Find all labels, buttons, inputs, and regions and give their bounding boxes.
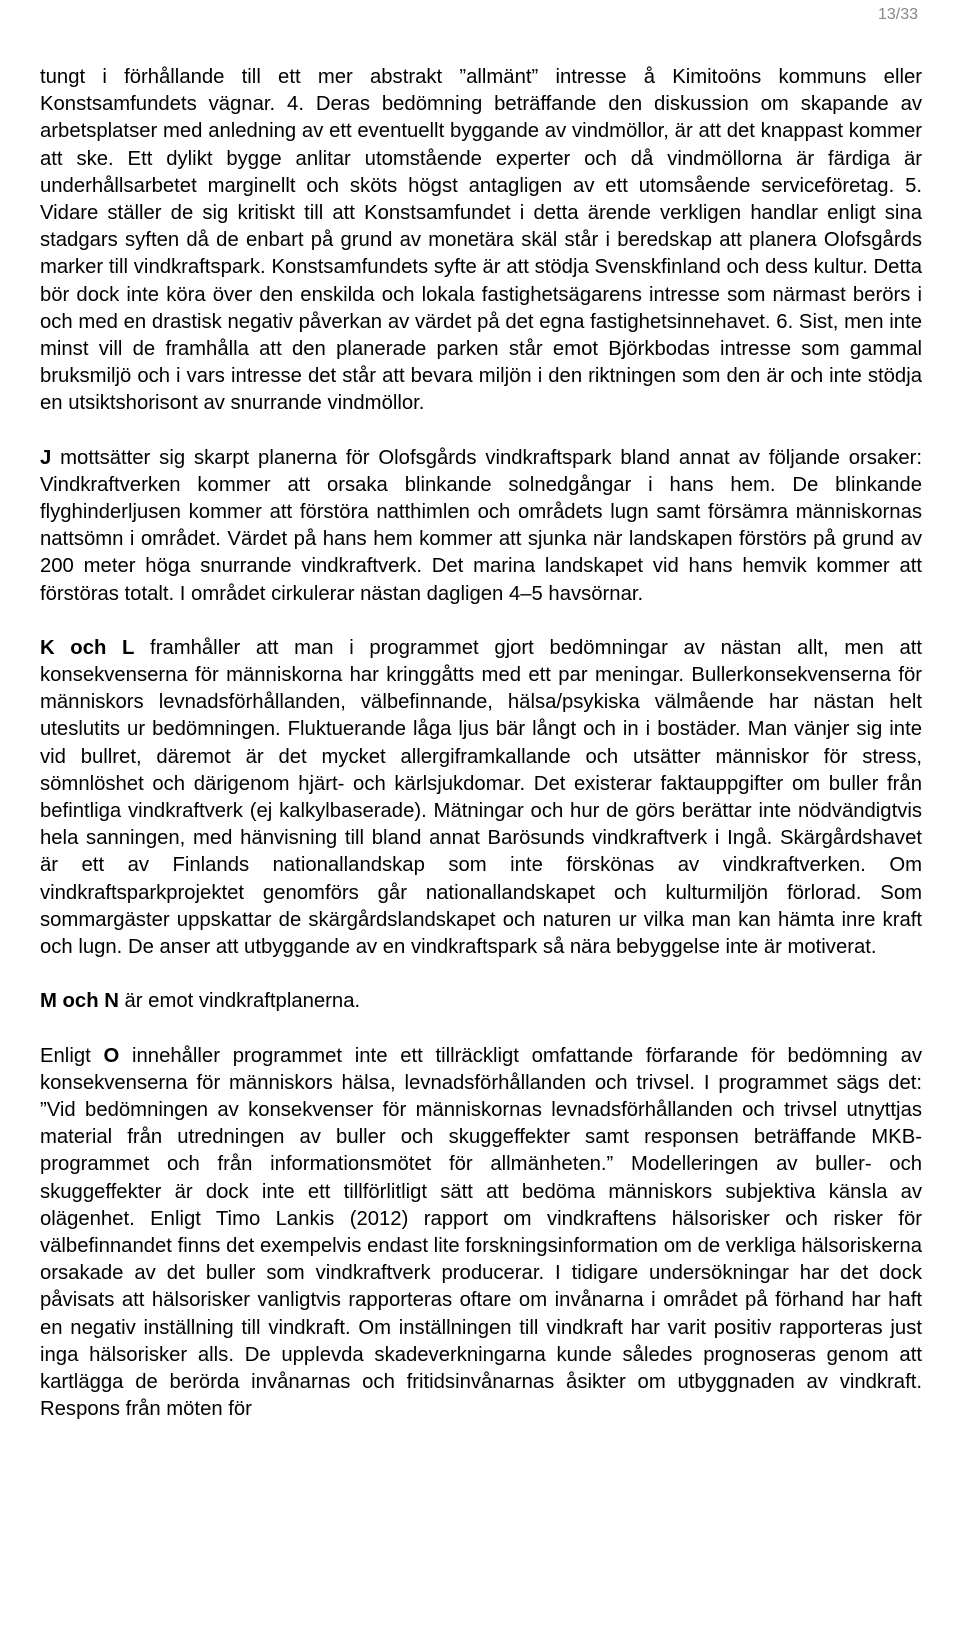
paragraph [40,445,922,608]
respondent-label: O [103,1044,120,1067]
paragraph-text: Enligt [40,1044,104,1067]
paragraph-text: mottsätter sig skarpt planerna för Olofsgårds vindkraftspark bland annat av följande orsaker: Vindkraftverken kommer att orsaka blinkande solnedgångar i hans hem. De blinkande flyghinderljusen kommer att förstöra natthimlen och områdets lugn samt försämra människornas nattsömn i området. Värdet på hans hem kommer att sjunka när landskapen förstörs på grund av 200 meter höga snurrande vindkraftverk. Det marina landskapet vid hans hemvik kommer att förstöras totalt. I området cirkulerar nästan dagligen 4–5 havsörnar. [40,446,922,605]
paragraph [40,64,922,418]
paragraph-text: innehåller programmet inte ett tillräckligt omfattande förfarande för bedömning av konsekvenserna för människors hälsa, levnadsförhållanden och trivsel. I programmet sägs det: ”Vid bedömningen av konsekvenser för människornas levnadsförhållanden och trivsel utnyttjas material från utredningen av buller och skuggeffekter samt responsen beträffande MKB-programmet och från informationsmötet för allmänheten.” Modelleringen av buller- och skuggeffekter är dock inte ett tillförlitligt sätt att bedöma människors subjektiva känsla av olägenhet. Enligt Timo Lankis (2012) rapport om vindkraftens hälsorisker och risker för välbefinnandet finns det exempelvis endast lite forskningsinformation om de verkliga hälsoriskerna orsakade av det buller som vindkraftverk producerar. I tidigare undersökningar har det dock påvisats att hälsorisker vanligtvis rapporteras oftare om invånarna i området på förhand har haft en negativ inställning till vindkraft. Om inställningen till vindkraft har varit positiv rapporteras just inga hälsorisker alls. De upplevda skadeverkningarna kunde således prognoseras genom att kartlägga de berörda invånarnas och fritidsinvånarnas åsikter om utbyggnaden av vindkraft. Respons från möten för [40,1044,922,1421]
document-body [40,64,922,1450]
page-number: 13/33 [877,6,918,23]
respondent-label: K och L [40,636,135,659]
paragraph [40,635,922,961]
respondent-label: M och N [40,990,119,1013]
respondent-label: J [40,446,52,469]
paragraph-text: framhåller att man i programmet gjort bedömningar av nästan allt, men att konsekvenserna för människorna har kringgåtts med ett par meningar. Bullerkonsekvenserna för människors levnadsförhållanden, välbefinnande, hälsa/psykiska välmående har nästan helt uteslutits ur bedömningen. Fluktuerande låga ljus bär långt och in i bostäder. Man vänjer sig inte vid bullret, däremot är det mycket allergiframkallande och utsätter människor för stress, sömnlöshet och därigenom hjärt- och kärlsjukdomar. Det existerar faktauppgifter om buller från befintliga vindkraftverk (ej kalkylbaserade). Mätningar och hur de görs berättar inte nödvändigtvis hela sanningen, med hänvisning till bland annat Barösunds vindkraftverk i Ingå. Skärgårdshavet är ett av Finlands nationallandskap som inte förskönas av vindkraftverken. Om vindkraftsparkprojektet genomförs går nationallandskapet och kulturmiljön förlorad. Som sommargäster uppskattar de skärgårdslandskapet och naturen ur vilka man kan hämta inre kraft och lugn. De anser att utbyggande av en vindkraftspark så nära bebyggelse inte är motiverat. [40,636,922,959]
paragraph [40,988,922,1015]
paragraph-text: är emot vindkraftplanerna. [118,990,361,1013]
paragraph-text: tungt i förhållande till ett mer abstrakt ”allmänt” intresse å Kimitoöns kommuns eller Konstsamfundets vägnar. 4. Deras bedömning beträffande den diskussion om skapande av arbetsplatser med anledning av ett eventuellt byggande av vindmöllor, är att det knappast kommer att ske. Ett dylikt bygge anlitar utomstående experter och då vindmöllorna är färdiga är underhållsarbetet marginellt och sköts högst antagligen av ett utomsående serviceföretag. 5. Vidare ställer de sig kritiskt till att Konstsamfundet i detta ärende verkligen handlar enligt sina stadgars syften då de enbart på grund av monetära skäl står i beredskap att planera Olofsgårds marker till vindkraftspark. Konstsamfundets syfte är att stödja Svenskfinland och dess kultur. Detta bör dock inte köra över den enskilda och lokala fastighetsägarens intresse som närmast berörs i och med en drastisk negativ påverkan av värdet på det egna fastighetsinnehavet. 6. Sist, men inte minst vill de framhålla att den planerade parken står emot Björkbodas intresse som gammal bruksmiljö och i vars intresse det står att bevara miljön i den riktningen som den är och inte stödja en utsiktshorisont av snurrande vindmöllor. [40,66,922,415]
paragraph [40,1043,922,1424]
